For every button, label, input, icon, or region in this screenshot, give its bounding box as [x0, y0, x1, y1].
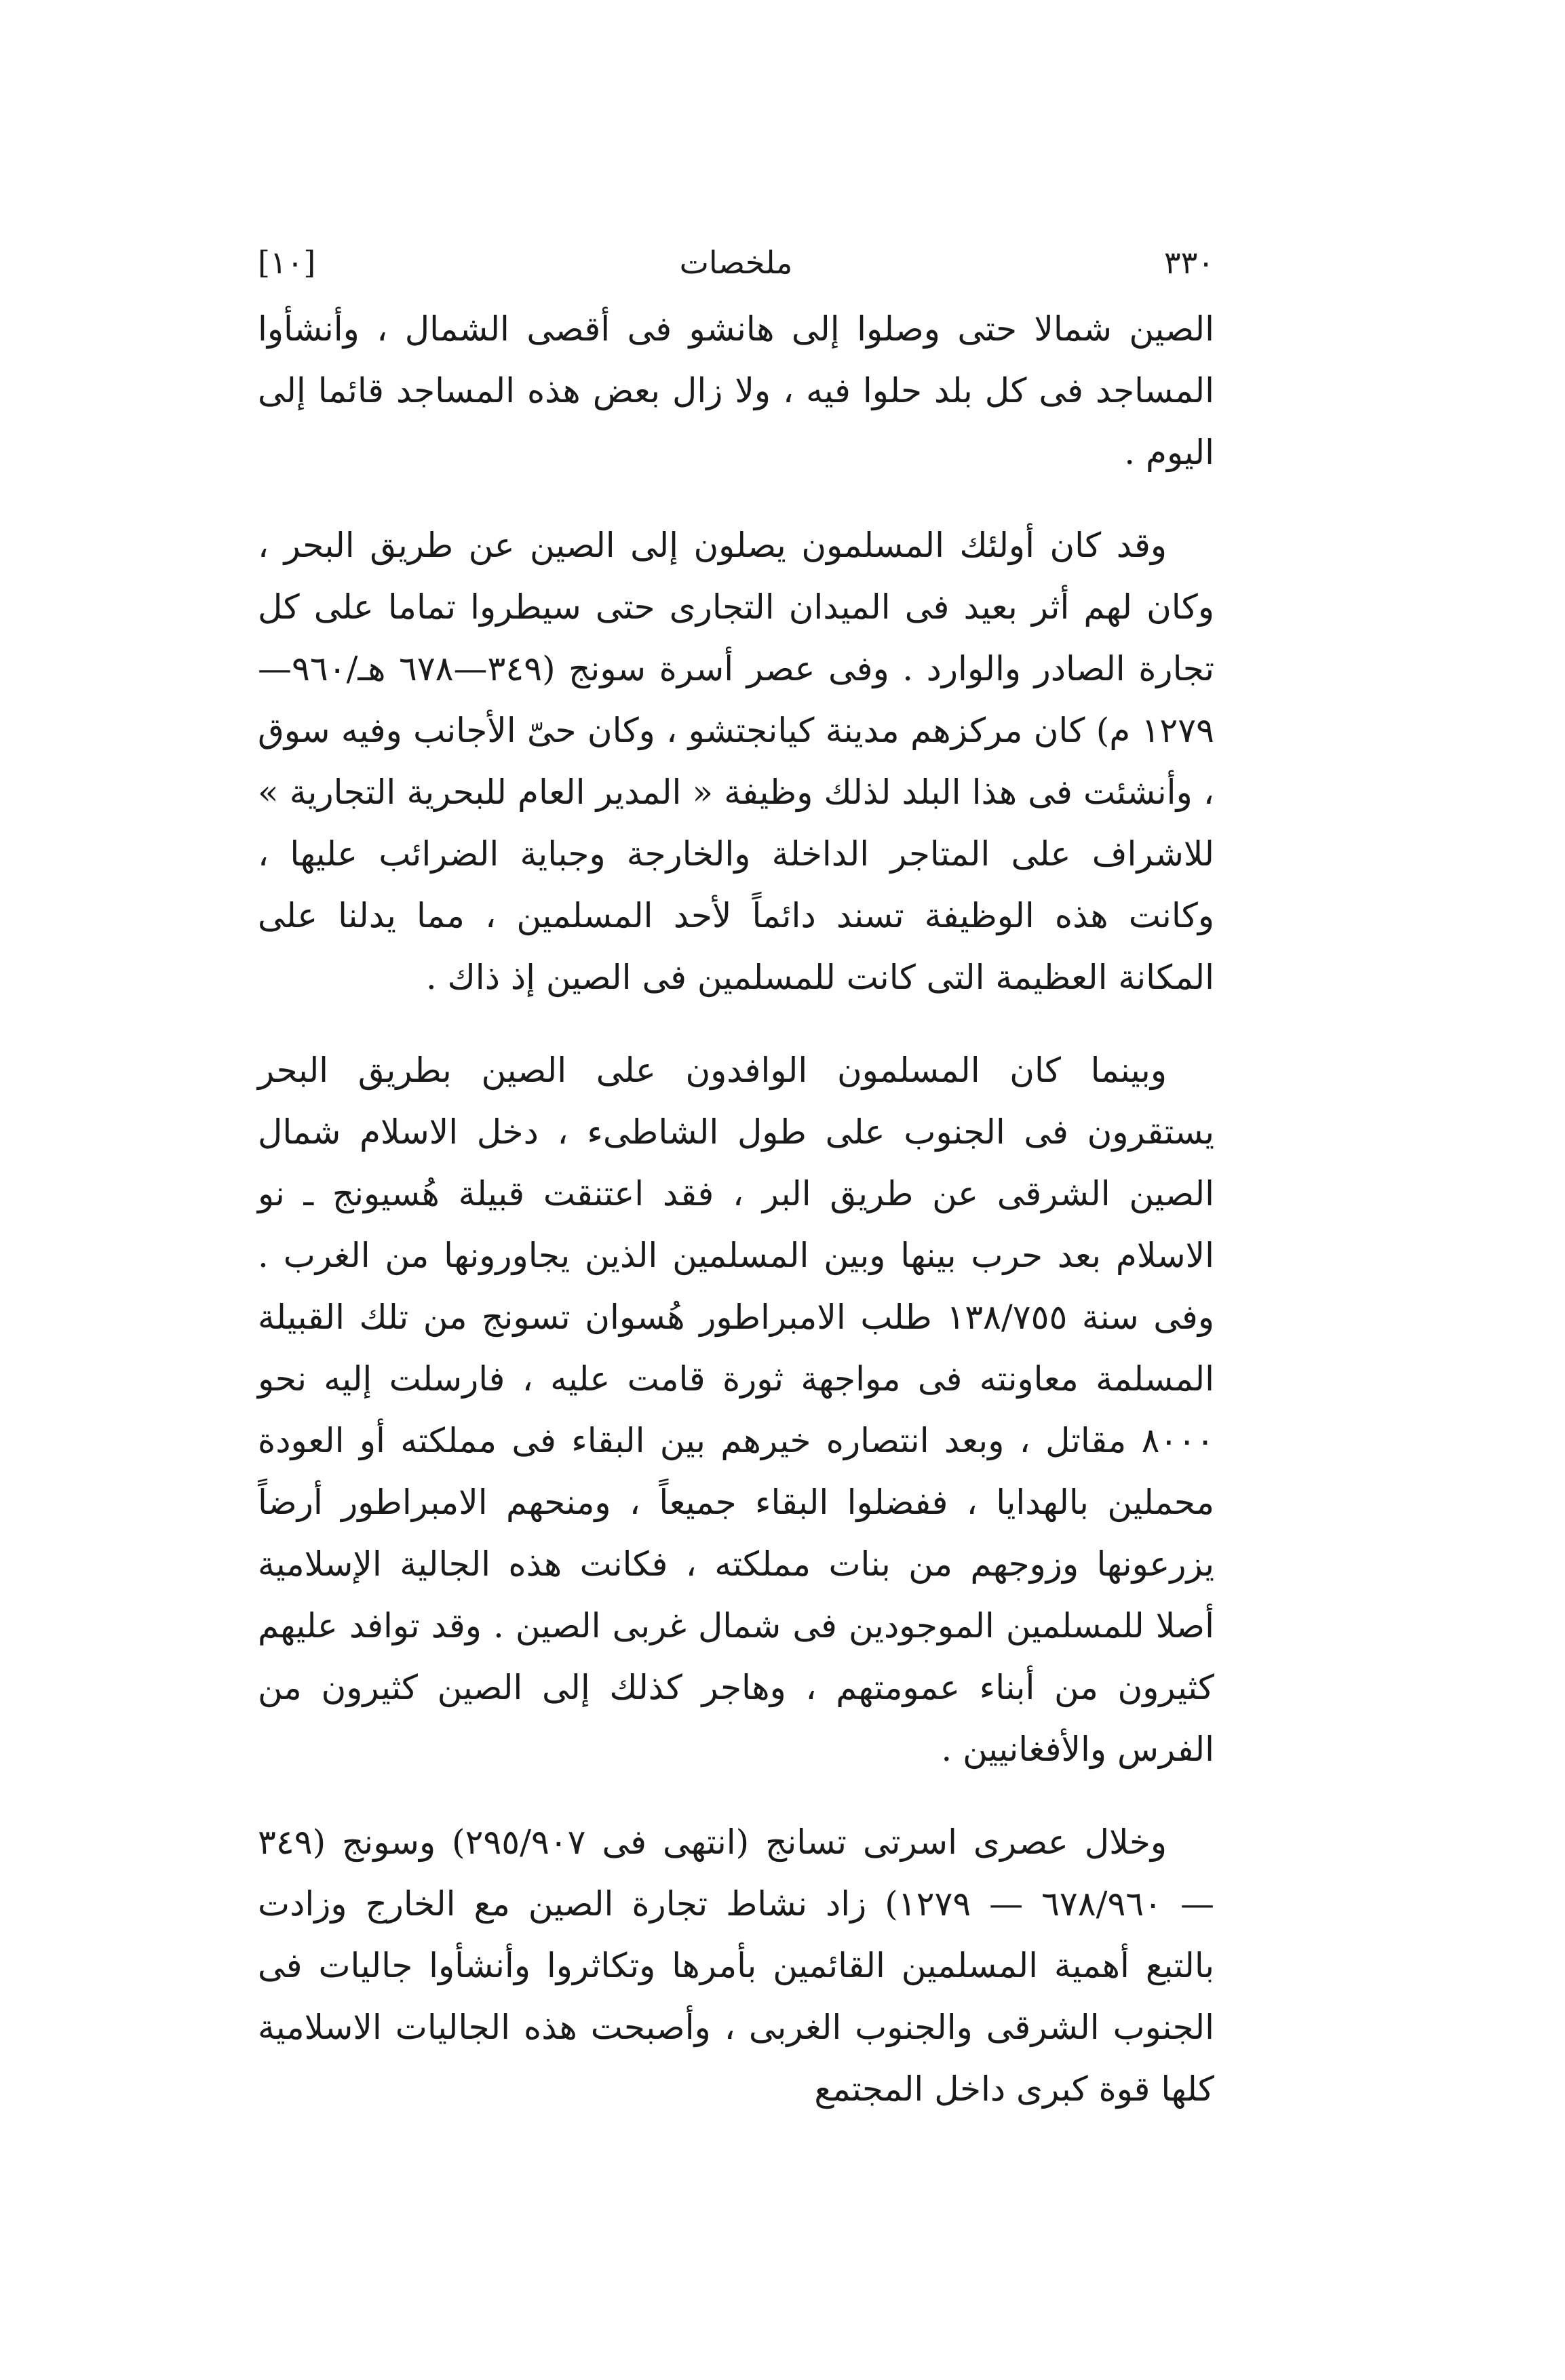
- paragraph-1: الصين شمالا حتى وصلوا إلى هانشو فى أقصى الشمال ، وأنشأوا المساجد فى كل بلد حلوا فيه ، ولا زال بعض هذه المساجد قائما إلى اليوم .: [258, 309, 1214, 472]
- paragraph-4: وخلال عصرى اسرتى تسانج (انتهى فى ٢٩٥/٩٠٧) وسونج (٣٤٩ — ٦٧٨/٩٦٠ — ١٢٧٩) زاد نشاط تجارة الصين مع الخارج وزادت بالتبع أهمية المسلمين القائمين بأمرها وتكاثروا وأنشأوا جاليات فى الجنوب الشرقى والجنوب الغربى ، وأصبحت هذه الجاليات الاسلامية كلها قوة كبرى داخل المجتمع: [258, 1822, 1214, 2109]
- running-title: ملخصات: [679, 244, 793, 281]
- paragraph-2: وقد كان أولئك المسلمون يصلون إلى الصين عن طريق البحر ، وكان لهم أثر بعيد فى الميدان التجارى حتى سيطروا تماما على كل تجارة الصادر والوارد . وفى عصر أسرة سونج (٣٤٩—٦٧٨ هـ/٩٦٠—١٢٧٩ م) كان مركزهم مدينة كيانجتشو ، وكان حىّ الأجانب وفيه سوق ، وأنشئت فى هذا البلد لذلك وظيفة « المدير العام للبحرية التجارية » للاشراف على المتاجر الداخلة والخارجة وجباية الضرائب عليها ، وكانت هذه الوظيفة تسند دائماً لأحد المسلمين ، مما يدلنا على المكانة العظيمة التى كانت للمسلمين فى الصين إذ ذاك .: [258, 526, 1214, 997]
- document-page: [258, 244, 1214, 2151]
- page-number: ٣٣٠: [1163, 244, 1214, 281]
- paragraph-3: وبينما كان المسلمون الوافدون على الصين بطريق البحر يستقرون فى الجنوب على طول الشاطىء ، دخل الاسلام شمال الصين الشرقى عن طريق البر ، فقد اعتنقت قبيلة هُسيونج ـ نو الاسلام بعد حرب بينها وبين المسلمين الذين يجاورونها من الغرب . وفى سنة ١٣٨/٧٥٥ طلب الامبراطور هُسوان تسونج من تلك القبيلة المسلمة معاونته فى مواجهة ثورة قامت عليه ، فارسلت إليه نحو ٨٠٠٠ مقاتل ، وبعد انتصاره خيرهم بين البقاء فى مملكته أو العودة محملين بالهدايا ، ففضلوا البقاء جميعاً ، ومنحهم الامبراطور أرضاً يزرعونها وزوجهم من بنات مملكته ، فكانت هذه الجالية الإسلامية أصلا للمسلمين الموجودين فى شمال غربى الصين . وقد توافد عليهم كثيرون من أبناء عمومتهم ، وهاجر كذلك إلى الصين كثيرون من الفرس والأفغانيين .: [258, 1051, 1214, 1769]
- page-header: [258, 244, 1214, 298]
- section-mark: [١٠]: [258, 244, 316, 281]
